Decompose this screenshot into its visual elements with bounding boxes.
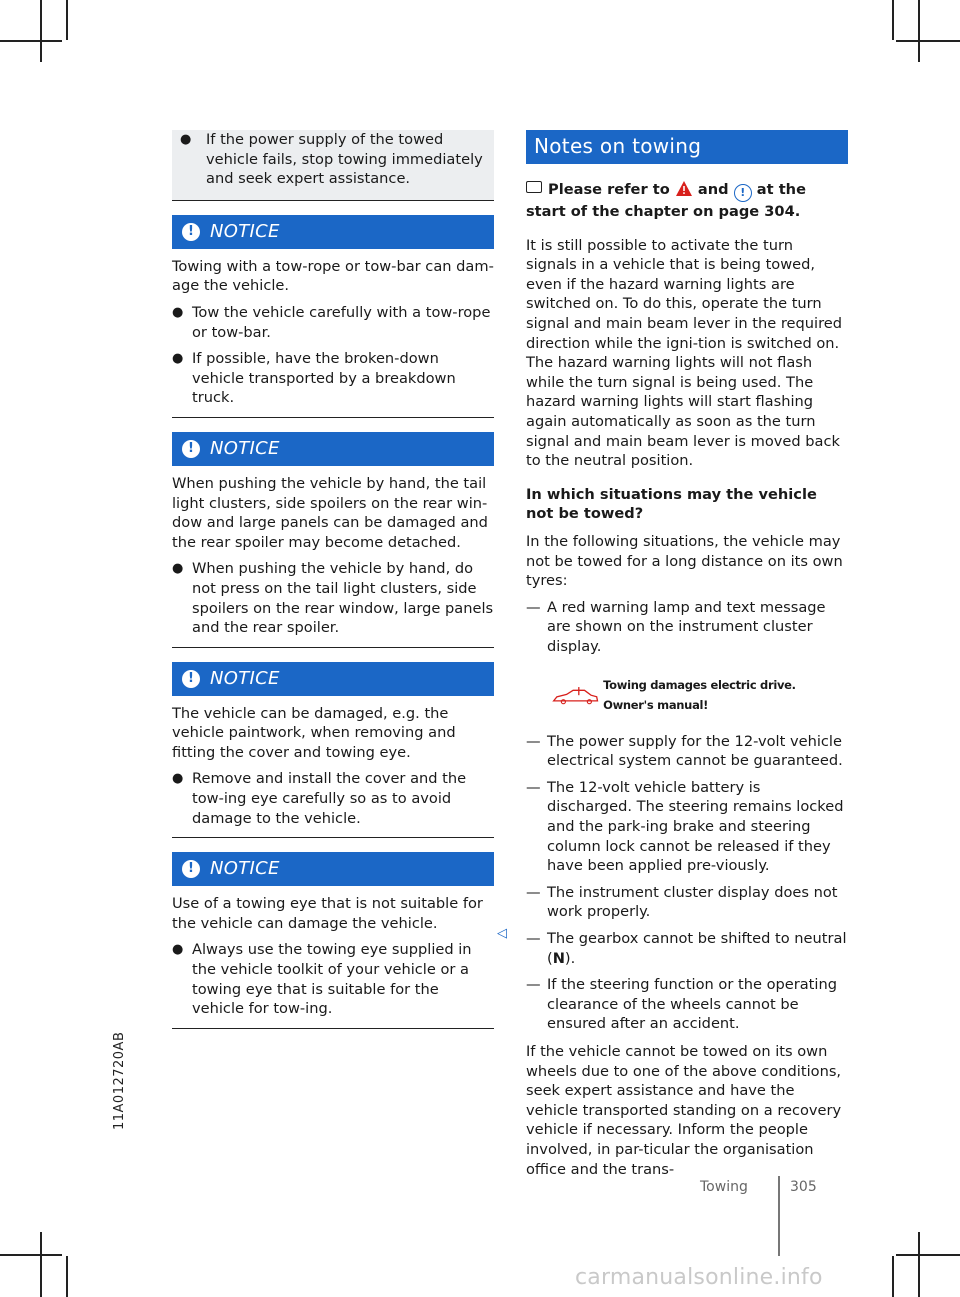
bullet-icon: ● (172, 304, 184, 320)
bullet-icon: ● (172, 561, 184, 577)
footer-section-name: Towing (700, 1179, 748, 1195)
gear-key: N (552, 949, 565, 967)
carryover-warning-box (172, 130, 494, 201)
watermark: carmanualsonline.info (575, 1265, 823, 1290)
list-item: — The power supply for the 12-volt vehicle electrical system cannot be guaranteed. (526, 732, 843, 770)
bullet-icon: ● (172, 942, 184, 958)
exclamation-icon: ! (182, 670, 200, 688)
paragraph: If the vehicle cannot be towed on its own wheels due to one of the above conditions, seek expert assistance and have the vehicle transported standing on a recovery vehicle if necessary. Inform the people involved, in par-ticular the organisation office and the trans- (526, 1042, 842, 1178)
section-title: Notes on towing (526, 130, 848, 164)
bullet-icon: ● (172, 351, 184, 367)
list-item: — The instrument cluster display does not work properly. (526, 883, 838, 921)
crop-mark (918, 1232, 920, 1297)
notice-box (172, 852, 494, 1029)
notice-body (172, 886, 494, 1029)
list-item: ● Remove and install the cover and the tow-ing eye carefully so as to avoid damage to the vehicle. (172, 770, 467, 827)
book-icon (526, 181, 542, 193)
crop-mark (0, 1254, 62, 1256)
subheading: In which situations may the vehicle not be towed? (526, 485, 817, 523)
notice-title: NOTICE (210, 858, 280, 880)
crop-mark (0, 40, 62, 42)
list-item: ● When pushing the vehicle by hand, do not press on the tail light clusters, side spoilers on the rear window, large panels and the rear spoiler. (172, 560, 494, 637)
list-item: ● If possible, have the broken-down vehicle transported by a breakdown truck. (172, 350, 456, 407)
list-item: — The gearbox cannot be shifted to neutral (N). (526, 930, 847, 967)
notice-box (172, 215, 494, 418)
notice-text: Use of a towing eye that is not suitable for the vehicle can damage the vehicle. (172, 895, 483, 932)
notice-box (172, 432, 494, 648)
crop-mark (40, 0, 42, 62)
crop-mark (66, 0, 68, 40)
paragraph: In the following situations, the vehicle may not be towed for a long distance on its own tyres: (526, 532, 843, 590)
crop-mark (66, 1256, 68, 1297)
notice-body (172, 696, 494, 839)
right-column (526, 130, 848, 1179)
crop-mark (892, 0, 894, 40)
list-item: ● Tow the vehicle carefully with a tow-rope or tow-bar. (172, 303, 491, 341)
list-item: — If the steering function or the operating clearance of the wheels cannot be ensured after an accident. (526, 976, 837, 1033)
section-end-arrow-icon: ◁ (497, 926, 507, 941)
bullet-icon: ● (172, 771, 184, 787)
display-message (552, 676, 848, 715)
crop-mark (40, 1232, 42, 1297)
notice-header (172, 662, 494, 696)
crop-mark (896, 1254, 960, 1256)
list-item: — A red warning lamp and text message are shown on the instrument cluster display. (526, 598, 826, 655)
footer-divider (778, 1176, 780, 1256)
list-item: ● If the power supply of the towed vehicle fails, stop towing immediately and seek expert assistance. (172, 130, 488, 189)
list-item: ● Always use the towing eye supplied in the vehicle toolkit of your vehicle or a towing eye that is suitable for the vehicle for tow-ing. (172, 941, 472, 1018)
notice-box (172, 662, 494, 839)
notice-text: The vehicle can be damaged, e.g. the vehicle paintwork, when removing and fitting the cover and towing eye. (172, 704, 456, 761)
notice-body (172, 249, 494, 418)
notice-circle-icon: ! (734, 184, 752, 202)
notice-title: NOTICE (210, 220, 280, 242)
warning-reference: Please refer to and ! at the start of the chapter on page 304. (526, 181, 806, 220)
exclamation-icon: ! (182, 860, 200, 878)
page-number: 305 (790, 1179, 817, 1195)
bullet-icon: ● (180, 132, 192, 147)
notice-header (172, 215, 494, 249)
exclamation-icon: ! (182, 440, 200, 458)
notice-text: When pushing the vehicle by hand, the tail light clusters, side spoilers on the rear win-dow and large panels can be damaged and the rear spoiler may become detached. (172, 474, 488, 551)
paragraph: It is still possible to activate the turn signals in a vehicle that is being towed, even if the hazard warning lights are switched on. To do this, operate the turn signal and main beam lever in the required direction while the igni-tion is switched on. The hazard warning lights will not flash while the turn signal is being used. The hazard warning lights will start flashing again automatically as soon as the turn signal and main beam lever is moved back to the neutral position. (526, 236, 843, 470)
notice-title: NOTICE (210, 667, 280, 689)
exclamation-icon: ! (182, 223, 200, 241)
warning-triangle-icon (675, 180, 693, 197)
notice-text: Towing with a tow-rope or tow-bar can dam-age the vehicle. (172, 257, 494, 295)
notice-title: NOTICE (210, 438, 280, 460)
document-code: 11A012720AB (112, 1031, 127, 1130)
crop-mark (918, 0, 920, 62)
list-item: — The 12-volt vehicle battery is discharged. The steering remains locked and the park-ing brake and steering column lock cannot be released if they have been applied pre-viously. (526, 778, 844, 875)
crop-mark (892, 1256, 894, 1297)
left-column (172, 130, 494, 1029)
notice-header (172, 852, 494, 886)
display-message-text: Towing damages electric drive. Owner's manual! (603, 678, 796, 713)
notice-body (172, 466, 494, 648)
crop-mark (896, 40, 960, 42)
car-warning-icon (552, 685, 599, 707)
notice-header (172, 432, 494, 466)
